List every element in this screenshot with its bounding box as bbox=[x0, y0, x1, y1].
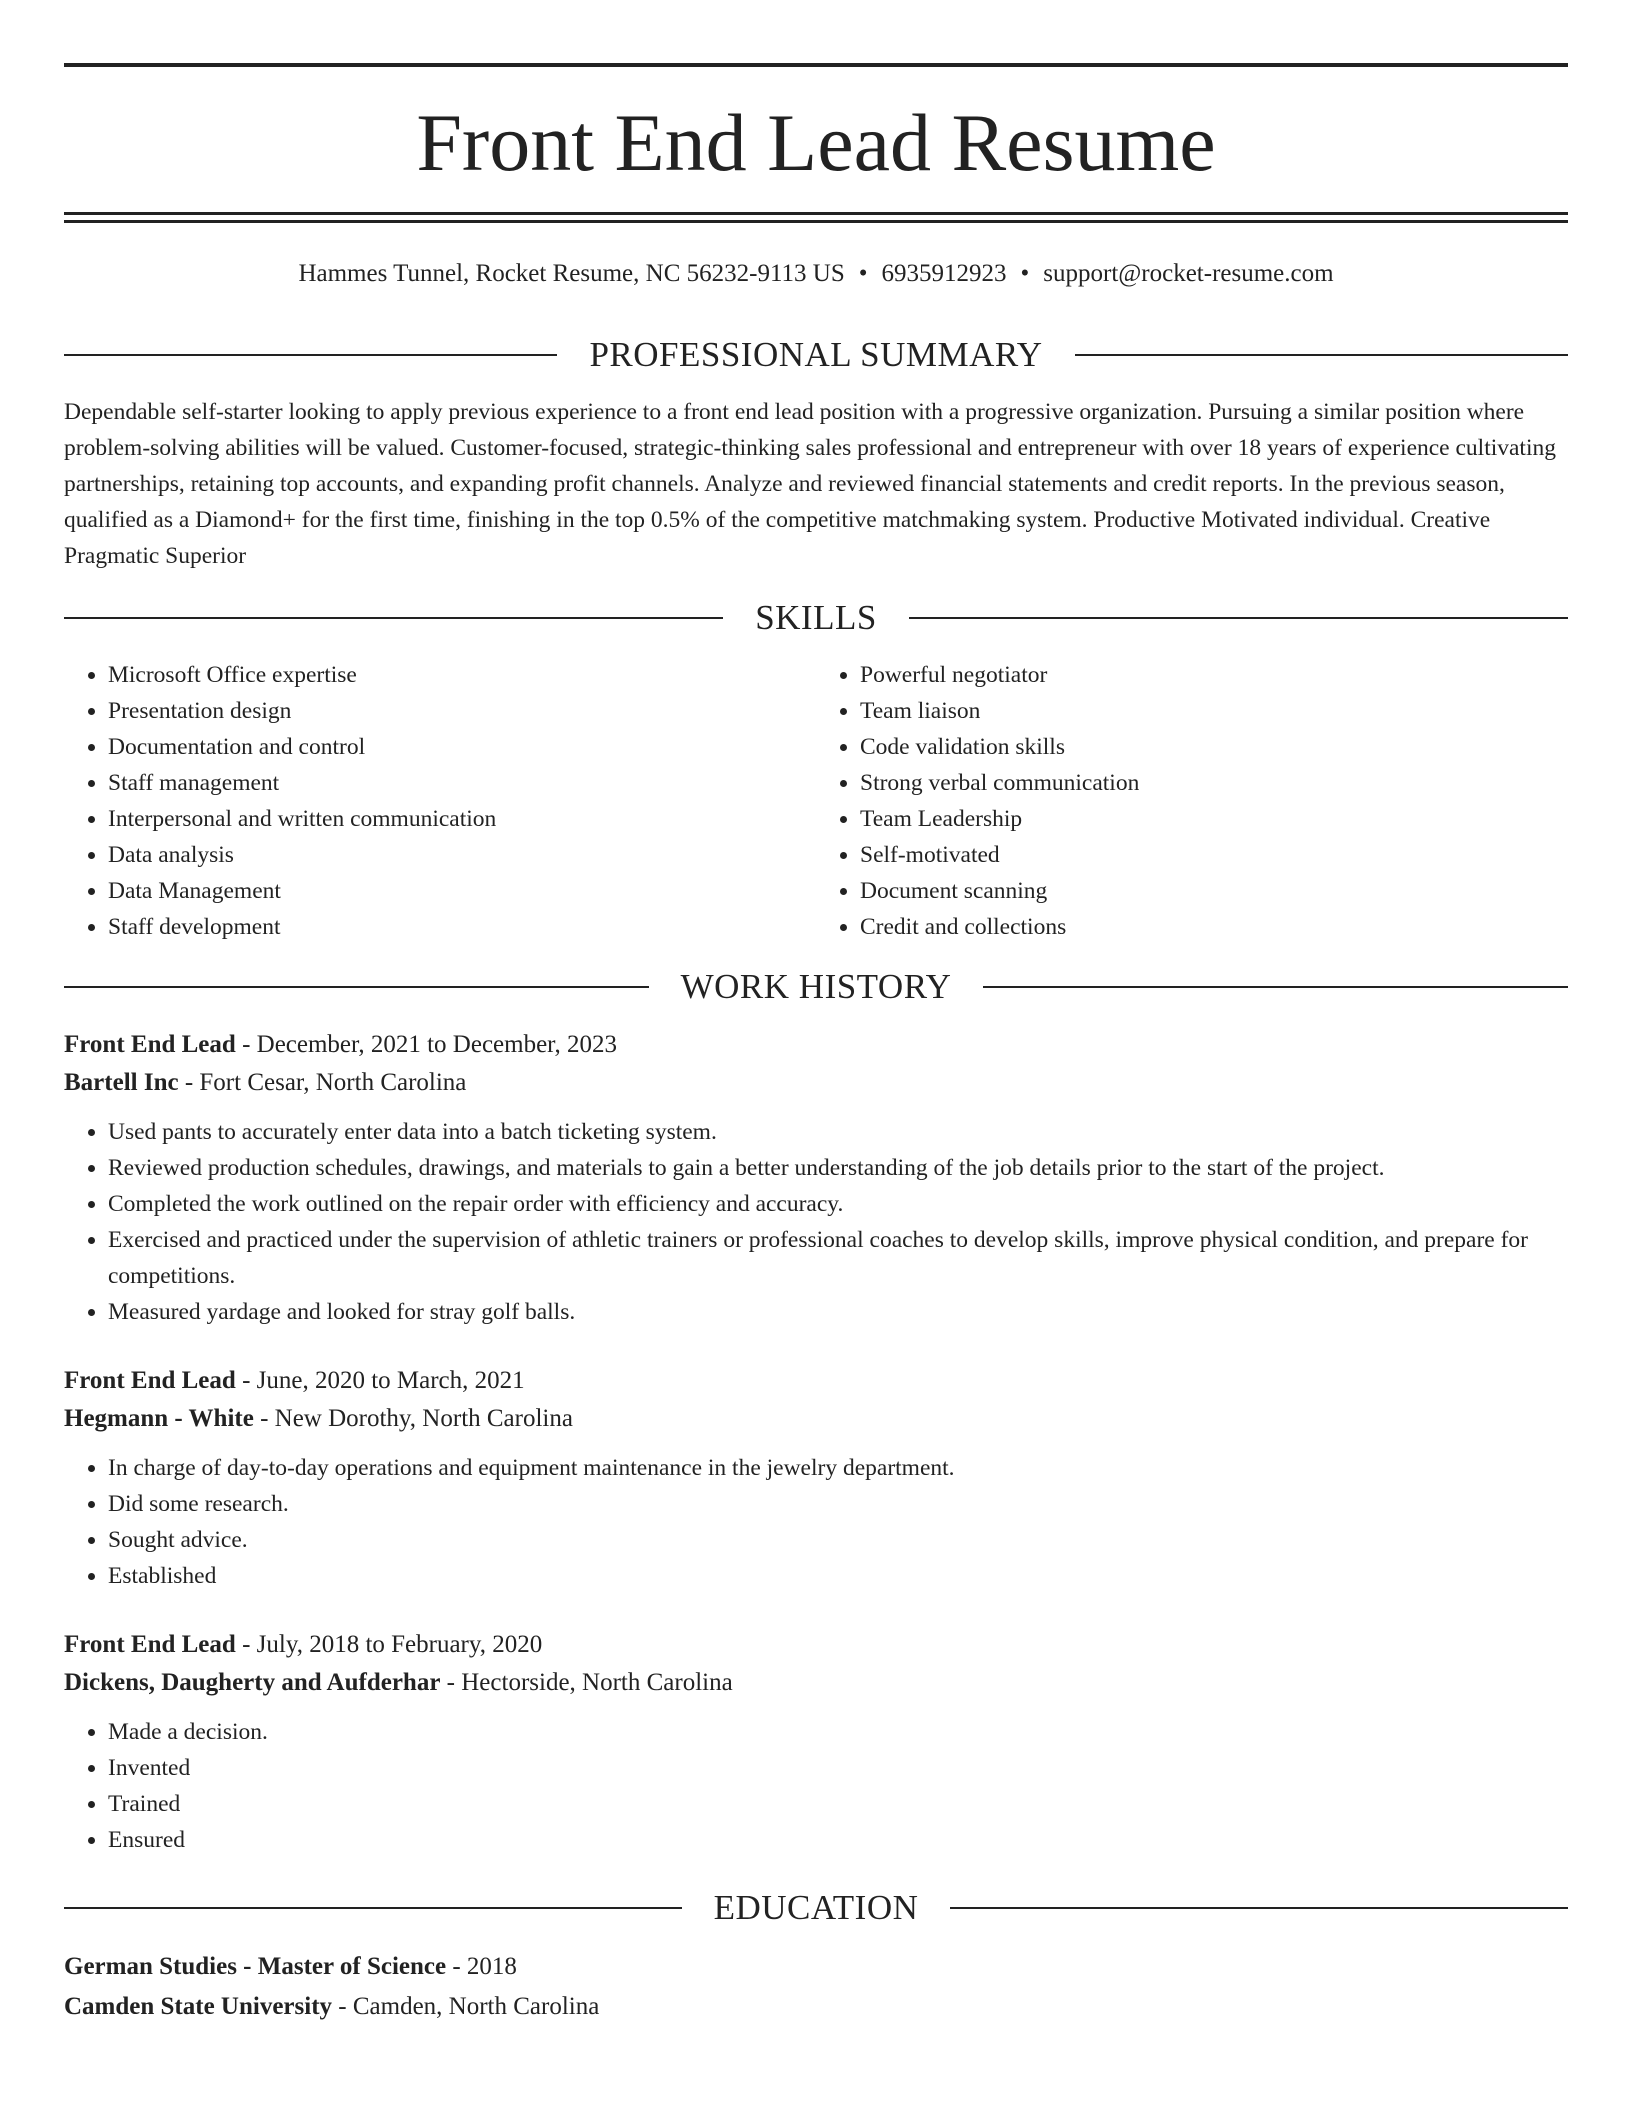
skills-heading bbox=[64, 600, 1568, 635]
job-company-line bbox=[64, 1064, 1568, 1102]
skill-item: • Staff management bbox=[108, 765, 816, 801]
job-company-line bbox=[64, 1664, 1568, 1702]
job-entry bbox=[64, 1026, 1568, 1330]
skills-list bbox=[64, 657, 1568, 945]
job-duty: • In charge of day-to-day operations and equipment maintenance in the jewelry department. bbox=[108, 1450, 1568, 1486]
skill-item: • Team Leadership bbox=[860, 801, 1568, 837]
heading-rule-left bbox=[64, 354, 557, 356]
education-school-line bbox=[64, 1987, 1568, 2027]
top-rule bbox=[64, 63, 1568, 67]
summary-text: Dependable self-starter looking to apply previous experience to a front end lead position with a progressive organization. Pursuing a similar position where problem-solving abilities will be valued. Customer-focused, strategic-thinking sales professional and entrepreneur with over 18 years of experience cultivating partnerships, retaining top accounts, and expanding profit channels. Analyze and reviewed financial statements and credit reports. In the previous season, qualified as a Diamond+ for the first time, finishing in the top 0.5% of the competitive matchmaking system. Productive Motivated individual. Creative Pragmatic Superior bbox=[64, 399, 1556, 569]
job-duties bbox=[64, 1450, 1568, 1594]
job-duty: • Trained bbox=[108, 1786, 1568, 1822]
heading-rule-left bbox=[64, 1907, 682, 1909]
job-duty: • Ensured bbox=[108, 1822, 1568, 1858]
skills-heading-label: SKILLS bbox=[755, 598, 877, 637]
skill-item: • Credit and collections bbox=[860, 909, 1568, 945]
skill-item: • Data analysis bbox=[108, 837, 816, 873]
job-duty: • Completed the work outlined on the repair order with efficiency and accuracy. bbox=[108, 1186, 1568, 1222]
job-title: Front End Lead bbox=[64, 1031, 236, 1058]
job-duty: • Exercised and practiced under the supervision of athletic trainers or professional coaches to develop skills, improve physical condition, and prepare for competitions. bbox=[108, 1222, 1568, 1294]
resume-page bbox=[64, 63, 1568, 2027]
skills-column-left bbox=[64, 657, 816, 945]
skill-item: • Code validation skills bbox=[860, 729, 1568, 765]
job-duties bbox=[64, 1714, 1568, 1858]
skill-item: • Team liaison bbox=[860, 693, 1568, 729]
work-heading-label: WORK HISTORY bbox=[680, 967, 952, 1006]
skill-item: • Microsoft Office expertise bbox=[108, 657, 816, 693]
summary-heading-label: PROFESSIONAL SUMMARY bbox=[589, 335, 1043, 374]
job-dates: - December, 2021 to December, 2023 bbox=[235, 1031, 618, 1058]
heading-rule-right bbox=[1075, 354, 1568, 356]
job-duties bbox=[64, 1114, 1568, 1330]
work-heading bbox=[64, 969, 1568, 1004]
job-company-line bbox=[64, 1400, 1568, 1438]
job-entry bbox=[64, 1362, 1568, 1594]
education-location: - Camden, North Carolina bbox=[332, 1993, 600, 2020]
contact-line bbox=[64, 259, 1568, 289]
job-duty: • Invented bbox=[108, 1750, 1568, 1786]
job-title: Front End Lead bbox=[64, 1631, 236, 1658]
education-degree: German Studies - Master of Science bbox=[64, 1953, 447, 1980]
heading-rule-left bbox=[64, 617, 723, 619]
skill-item: • Presentation design bbox=[108, 693, 816, 729]
education-year: - 2018 bbox=[446, 1953, 517, 1980]
skill-item: • Strong verbal communication bbox=[860, 765, 1568, 801]
skills-column-right bbox=[816, 657, 1568, 945]
summary-heading bbox=[64, 337, 1568, 372]
job-company: Hegmann - White bbox=[64, 1405, 254, 1432]
skill-item: • Self-motivated bbox=[860, 837, 1568, 873]
education-heading-label: EDUCATION bbox=[713, 1888, 919, 1927]
job-duty: • Sought advice. bbox=[108, 1522, 1568, 1558]
skill-item: • Powerful negotiator bbox=[860, 657, 1568, 693]
job-duty: • Did some research. bbox=[108, 1486, 1568, 1522]
education-school: Camden State University bbox=[64, 1993, 333, 2020]
contact-address: Hammes Tunnel, Rocket Resume, NC 56232-9113 US bbox=[298, 260, 845, 287]
skill-item: • Interpersonal and written communication bbox=[108, 801, 816, 837]
heading-rule-right bbox=[950, 1907, 1568, 1909]
job-company: Dickens, Daugherty and Aufderhar bbox=[64, 1669, 441, 1696]
skill-item: • Document scanning bbox=[860, 873, 1568, 909]
job-duty: • Made a decision. bbox=[108, 1714, 1568, 1750]
job-title-line bbox=[64, 1362, 1568, 1400]
job-duty: • Established bbox=[108, 1558, 1568, 1594]
contact-separator: • bbox=[1020, 260, 1030, 287]
heading-rule-left bbox=[64, 986, 649, 988]
contact-email[interactable]: support@rocket-resume.com bbox=[1043, 260, 1334, 287]
job-duty: • Used pants to accurately enter data into a batch ticketing system. bbox=[108, 1114, 1568, 1150]
job-dates: - June, 2020 to March, 2021 bbox=[235, 1367, 525, 1394]
contact-separator: • bbox=[858, 260, 868, 287]
job-location: - New Dorothy, North Carolina bbox=[253, 1405, 573, 1432]
education-degree-line bbox=[64, 1947, 1568, 1987]
heading-rule-right bbox=[983, 986, 1568, 988]
education-heading bbox=[64, 1890, 1568, 1925]
job-company: Bartell Inc bbox=[64, 1069, 179, 1096]
job-title-line bbox=[64, 1026, 1568, 1064]
job-title: Front End Lead bbox=[64, 1367, 236, 1394]
job-entry bbox=[64, 1626, 1568, 1858]
job-location: - Fort Cesar, North Carolina bbox=[178, 1069, 467, 1096]
job-title-line bbox=[64, 1626, 1568, 1664]
skill-item: • Data Management bbox=[108, 873, 816, 909]
heading-rule-right bbox=[909, 617, 1568, 619]
contact-phone: 6935912923 bbox=[881, 260, 1007, 287]
title-double-rule bbox=[64, 212, 1568, 223]
skill-item: • Documentation and control bbox=[108, 729, 816, 765]
skill-item: • Staff development bbox=[108, 909, 816, 945]
job-dates: - July, 2018 to February, 2020 bbox=[235, 1631, 543, 1658]
job-duty: • Measured yardage and looked for stray golf balls. bbox=[108, 1294, 1568, 1330]
job-duty: • Reviewed production schedules, drawings, and materials to gain a better understanding of the job details prior to the start of the project. bbox=[108, 1150, 1568, 1186]
resume-title: Front End Lead Resume bbox=[416, 97, 1216, 188]
job-location: - Hectorside, North Carolina bbox=[440, 1669, 733, 1696]
